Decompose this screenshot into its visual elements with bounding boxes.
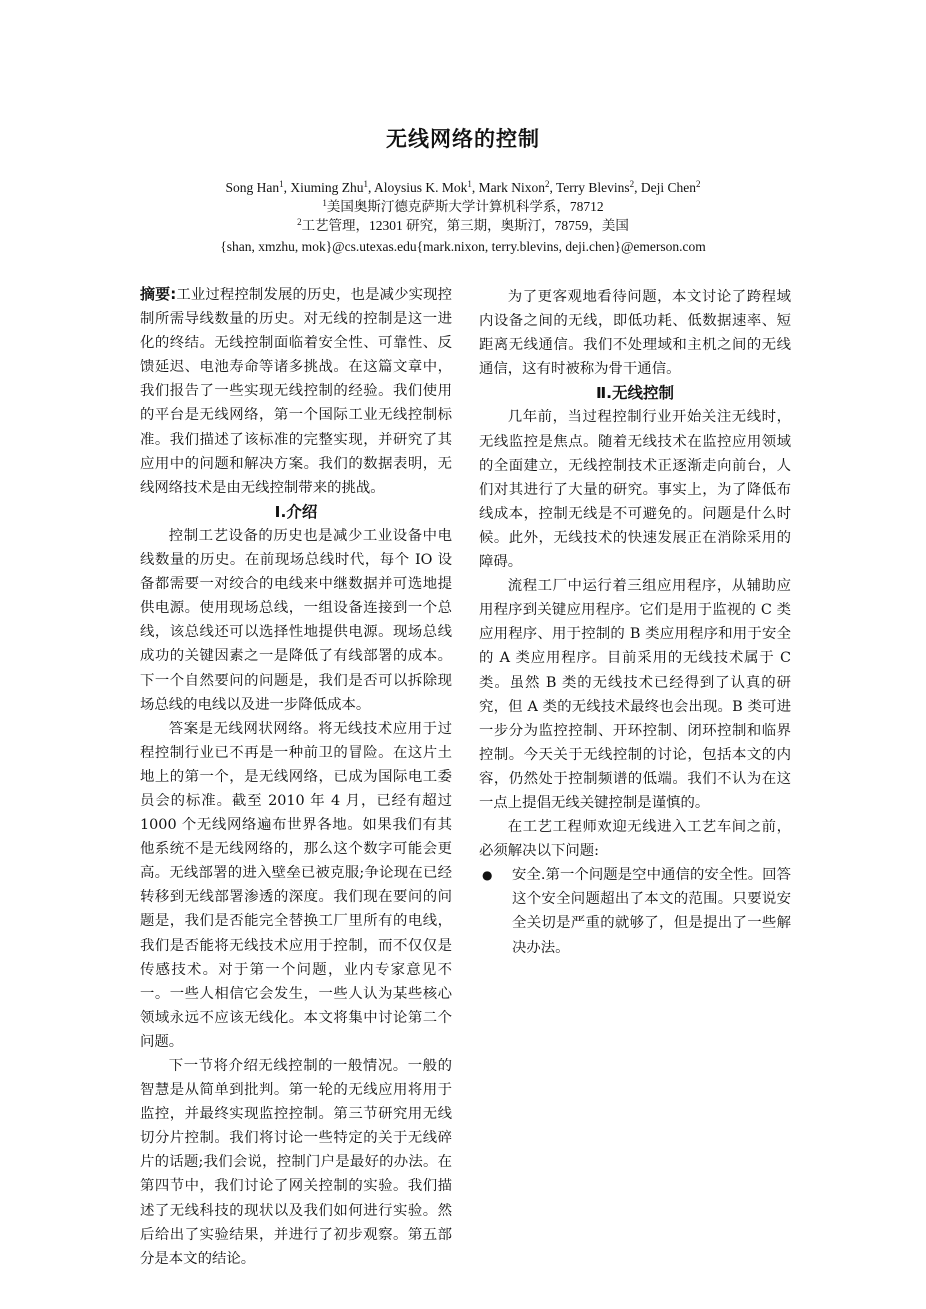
author: Song Han$^1$ — [225, 179, 284, 195]
author: Mark Nixon$^2$ — [478, 179, 550, 195]
author: Deji Chen$^2$ — [640, 179, 701, 195]
section-2-heading: Ⅱ.无线控制 — [595, 384, 675, 403]
paragraph: 流程工厂中运行着三组应用程序，从辅助应用程序到关键应用程序。它们是用于监视的 C 类应用程序、用于控制的 B 类应用程序和用于安全的 A 类应用程序。目前采用的无线技术属于 C 类。虽然 B 类的无线技术已经得到了认真的研究，但 A 类的无线技术最终也会出现。B 类可进一步分为监控控制、开环控制、闭环控制和临界控制。今天关于无线控制的讨论，包括本文的内容，仍然处于控制频谱的低端。我们不认为在这一点上提倡无线关键控制是谨慎的。 — [479, 578, 791, 811]
bullet-icon: ● — [482, 868, 493, 883]
author: Xiuming Zhu$^1$ — [290, 179, 368, 195]
left-column — [140, 282, 452, 1271]
author: Terry Blevins$^2$ — [556, 179, 635, 195]
affiliation-1: $^1$美国奥斯汀德克萨斯大学计算机科学系，78712 — [322, 198, 604, 214]
paragraph: 下一节将介绍无线控制的一般情况。一般的智慧是从简单到批判。第一轮的无线应用将用于监控，并最终实现监控控制。第三节研究用无线切分片控制。我们将讨论一些特定的关于无线碎片的话题;我们会说，控制门户是最好的办法。在第四节中，我们讨论了网关控制的实验。我们描述了无线科技的现状以及我们如何进行实验。然后给出了实验结果，并进行了初步观察。第五部分是本文的结论。 — [140, 1058, 452, 1267]
author-line: Song Han$^1$, Xiuming Zhu$^1$, Aloysius K. Mok$^1$, Mark Nixon$^2$, Terry Blevins$^2$, Deji Chen$^2$ — [225, 179, 701, 195]
abstract-text: 工业过程控制发展的历史，也是减少实现控制所需导线数量的历史。对无线的控制是这一进化的终结。无线控制面临着安全性、可靠性、反馈延迟、电池寿命等诸多挑战。在这篇文章中，我们报告了一些实现无线控制的经验。我们使用的平台是无线网络，第一个国际工业无线控制标准。我们描述了该标准的完整实现，并研究了其应用中的问题和解决方案。我们的数据表明，无线网络技术是由无线控制带来的挑战。 — [140, 287, 452, 496]
paragraph: 几年前，当过程控制行业开始关注无线时，无线监控是焦点。随着无线技术在监控应用领域的全面建立，无线控制技术正逐渐走向前台，人们对其进行了大量的研究。事实上，为了降低布线成本，控制无线是不可避免的。问题是什么时候。此外，无线技术的快速发展正在消除采用的障碍。 — [479, 409, 791, 571]
paragraph: 控制工艺设备的历史也是减少工业设备中电线数量的历史。在前现场总线时代，每个 IO 设备都需要一对绞合的电线来中继数据并可选地提供电源。使用现场总线，一组设备连接到一个总线，该总线还可以选择性地提供电源。现场总线成功的关键因素之一是降低了有线部署的成本。下一个自然要问的问题是，我们是否可以拆除现场总线的电线以及进一步降低成本。 — [140, 527, 452, 713]
right-column — [479, 285, 791, 960]
author: Aloysius K. Mok$^1$ — [373, 179, 472, 195]
paragraph: 为了更客观地看待问题，本文讨论了跨程域内设备之间的无线，即低功耗、低数据速率、短距离无线通信。我们不处理域和主机之间的无线通信，这有时被称为骨干通信。 — [479, 289, 791, 378]
bullet-item: ● 安全.第一个问题是空中通信的安全性。回答这个安全问题超出了本文的范围。只要说安全关切是严重的就够了，但是提出了一些解决办法。 — [479, 863, 791, 959]
section-1-heading: Ⅰ.介绍 — [274, 502, 318, 521]
abstract-label: 摘要: — [140, 285, 177, 303]
affiliation-2: $^2$工艺管理，12301 研究，第三期，奥斯汀，78759，美国 — [297, 217, 629, 233]
paper-title: 无线网络的控制 — [386, 127, 540, 151]
abstract — [140, 282, 452, 500]
email-line: {shan, xmzhu, mok}@cs.utexas.edu{mark.nixon, terry.blevins, deji.chen}@emerson.com — [220, 239, 706, 254]
paragraph: 答案是无线网状网络。将无线技术应用于过程控制行业已不再是一种前卫的冒险。在这片土地上的第一个，是无线网络，已成为国际电工委员会的标准。截至 2010 年 4 月，已经有超过 1000 个无线网络遍布世界各地。如果我们有其他系统不是无线网络的，那么这个数字可能会更高。无线部署的进入壁垒已被克服;争论现在已经转移到无线部署渗透的深度。我们现在要问的问题是，我们是否能完全替换工厂里所有的电线，我们是否能将无线技术应用于控制，而不仅仅是传感技术。对于第一个问题，业内专家意见不一。一些人相信它会发生，一些人认为某些核心领域永远不应该无线化。本文将集中讨论第二个问题。 — [140, 720, 452, 1050]
paragraph: 在工艺工程师欢迎无线进入工艺车间之前，必须解决以下问题: — [479, 819, 791, 860]
